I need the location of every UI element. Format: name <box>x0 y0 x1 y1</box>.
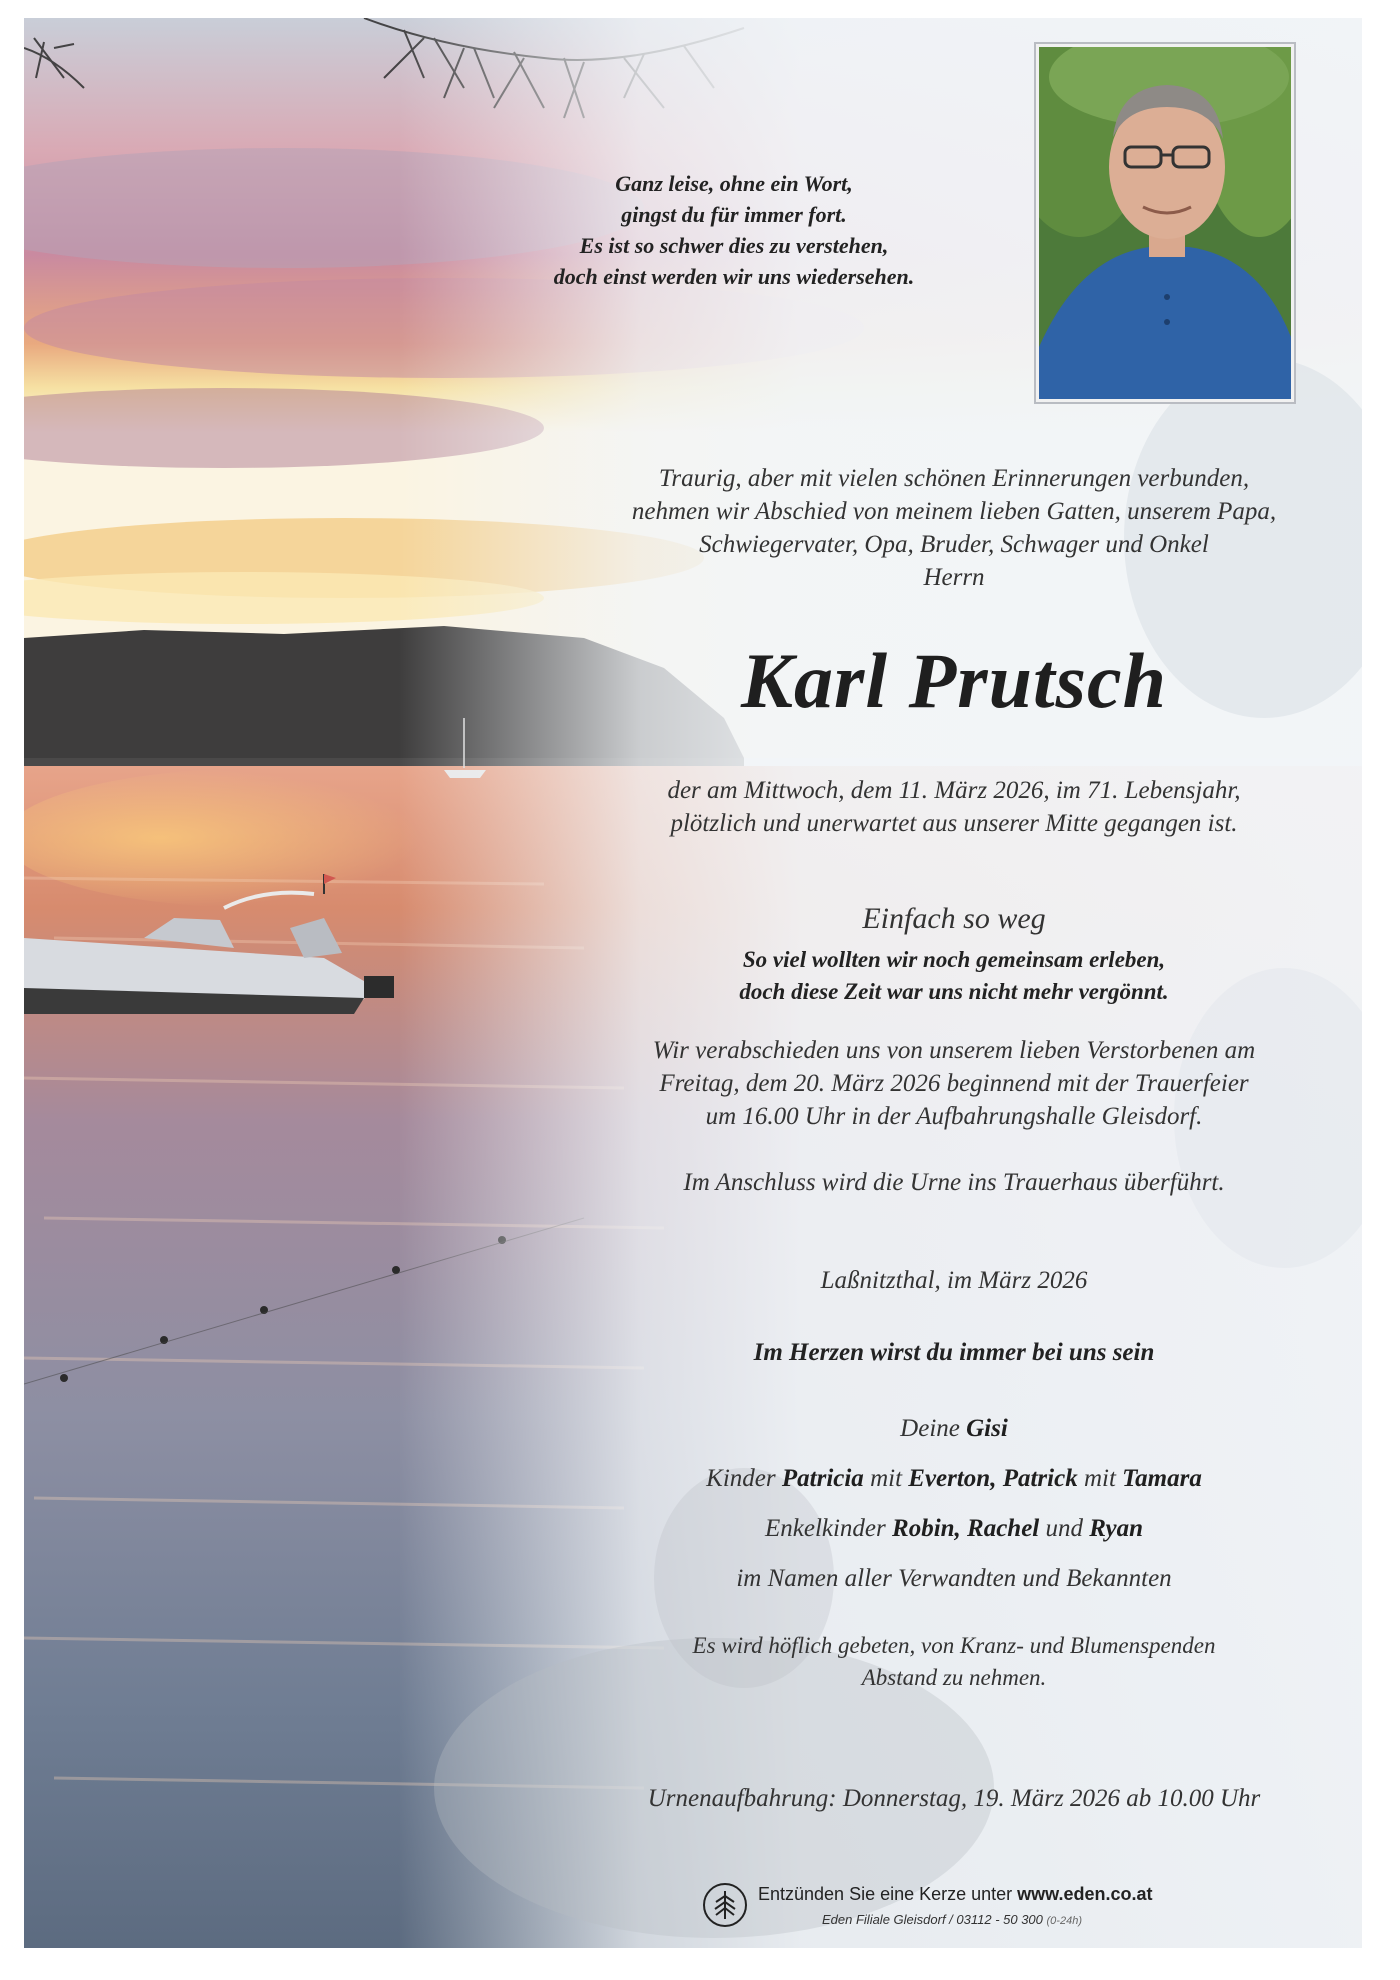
deceased-name: Karl Prutsch <box>741 637 1167 724</box>
grandchildren-line: Enkelkinder Robin, Rachel und Ryan <box>764 1515 1143 1542</box>
poem-line: Es ist so schwer dies zu verstehen, <box>579 233 889 258</box>
relatives-line: im Namen aller Verwandten und Bekannten <box>736 1565 1172 1592</box>
quote-line: So viel wollten wir noch gemeinsam erleben, <box>742 947 1166 972</box>
funeral-line: um 16.00 Uhr in der Aufbahrungshalle Gleisdorf. <box>705 1103 1203 1130</box>
intro-text <box>544 462 1362 594</box>
death-notice <box>544 774 1362 840</box>
funeral-details <box>544 1034 1362 1133</box>
farewell-line: Im Herzen wirst du immer bei uns sein <box>753 1339 1155 1366</box>
branch-contact: Eden Filiale Gleisdorf / 03112 - 50 300 (0-24h) <box>822 1912 1082 1927</box>
website-link[interactable]: www.eden.co.at <box>1017 1884 1153 1904</box>
poem-line: doch einst werden wir uns wiedersehen. <box>553 264 915 289</box>
urn-transfer-note: Im Anschluss wird die Urne ins Trauerhaus überführt. <box>683 1169 1225 1196</box>
intro-line: Schwiegervater, Opa, Bruder, Schwager und Onkel <box>699 531 1209 558</box>
flowers-request <box>544 1630 1362 1694</box>
funeral-home-footer <box>702 1880 1222 1938</box>
memorial-poem <box>384 168 1084 292</box>
intro-line: Herrn <box>923 564 985 591</box>
quote-line: doch diese Zeit war uns nicht mehr vergönnt. <box>739 979 1169 1004</box>
quote-title: Einfach so weg <box>862 902 1046 935</box>
partner-name: Tamara <box>1122 1465 1202 1492</box>
portrait-photo <box>1034 42 1296 404</box>
urn-viewing: Urnenaufbahrung: Donnerstag, 19. März 2026 ab 10.00 Uhr <box>647 1785 1261 1812</box>
spouse-line: Deine Gisi <box>900 1415 1008 1442</box>
death-line: plötzlich und unerwartet aus unserer Mitte gegangen ist. <box>670 810 1238 837</box>
obituary-page <box>24 18 1362 1948</box>
flowers-line: Es wird höflich gebeten, von Kranz- und Blumenspenden <box>692 1633 1216 1658</box>
poem-line: gingst du für immer fort. <box>621 202 847 227</box>
spouse-name: Gisi <box>966 1415 1008 1442</box>
children-line: Kinder Patricia mit Everton, Patrick mit Tamara <box>706 1465 1202 1492</box>
poem-line: Ganz leise, ohne ein Wort, <box>615 171 853 196</box>
death-line: der am Mittwoch, dem 11. März 2026, im 71. Lebensjahr, <box>667 777 1241 804</box>
tree-of-life-logo-icon <box>702 1882 748 1928</box>
intro-line: nehmen wir Abschied von meinem lieben Gatten, unserem Papa, <box>631 498 1277 525</box>
partner-name: Everton, <box>908 1465 997 1492</box>
place-and-date: Laßnitzthal, im März 2026 <box>820 1267 1088 1294</box>
child-name: Patrick <box>996 1465 1078 1492</box>
funeral-line: Freitag, dem 20. März 2026 beginnend mit der Trauerfeier <box>659 1070 1249 1097</box>
funeral-line: Wir verabschieden uns von unserem lieben Verstorbenen am <box>652 1037 1256 1064</box>
intro-line: Traurig, aber mit vielen schönen Erinnerungen verbunden, <box>658 465 1250 492</box>
quote-text <box>544 944 1362 1008</box>
grandchild-name: Ryan <box>1089 1515 1143 1542</box>
flowers-line: Abstand zu nehmen. <box>861 1665 1047 1690</box>
family-signatures <box>544 1404 1362 1604</box>
grandchildren-names: Robin, Rachel <box>892 1515 1040 1542</box>
child-name: Patricia <box>781 1465 864 1492</box>
candle-text: Entzünden Sie eine Kerze unter www.eden.co.at <box>758 1884 1153 1904</box>
